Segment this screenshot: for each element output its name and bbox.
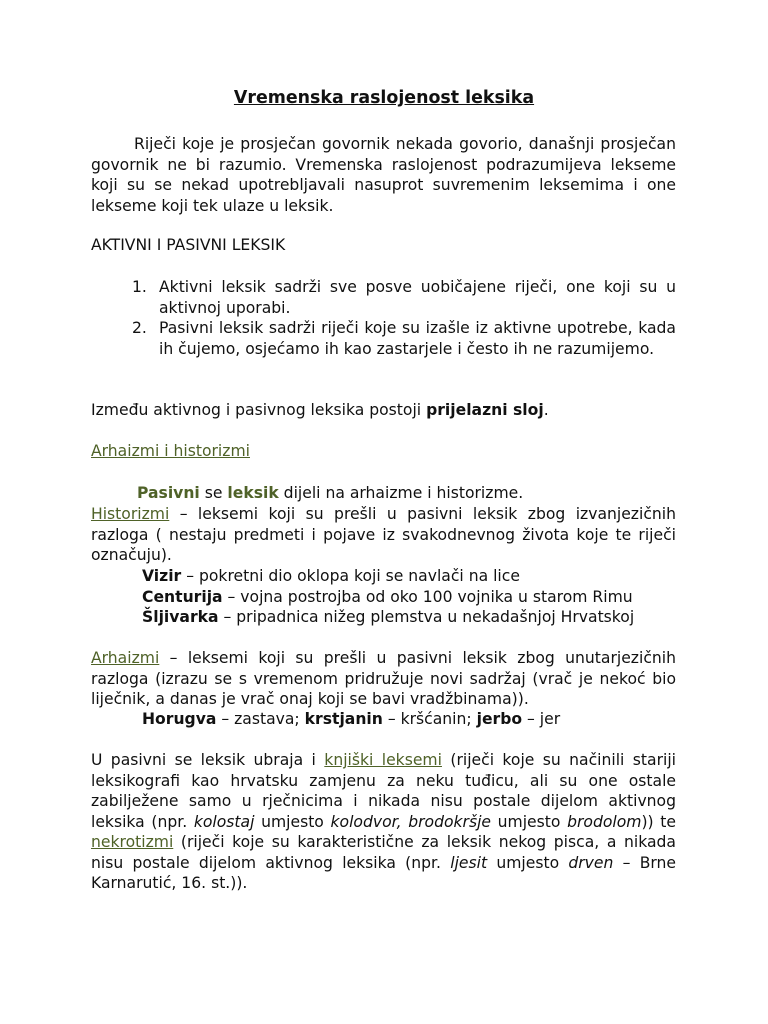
document-title: Vremenska raslojenost leksika xyxy=(233,88,535,108)
historizmi-definition: – leksemi koji su prešli u pasivni leksik zbog izvanjezičnih razloga ( nestaju predmeti i pojave iz svakodnevnog života koje te riječi označuju). xyxy=(91,505,676,564)
example-line xyxy=(142,607,682,628)
list-item-text: Pasivni leksik sadrži riječi koje su izašle iz aktivne upotrebe, kada ih čujemo, osjećamo ih kao zastarjele i često ih ne razumijemo. xyxy=(159,319,676,358)
pasivni-paragraph xyxy=(91,483,676,504)
italic-word: ljesit xyxy=(450,853,488,872)
example-definition: – kršćanin; xyxy=(382,710,477,728)
pasivni-text-end: dijeli na arhaizme i historizme. xyxy=(278,484,524,502)
numbered-list xyxy=(132,277,676,359)
historizmi-examples xyxy=(142,566,682,628)
example-line xyxy=(142,587,682,608)
transition-text: Između aktivnog i pasivnog leksika postoji xyxy=(91,401,427,419)
arhaizmi-paragraph xyxy=(91,648,676,710)
italic-word: drven xyxy=(568,853,614,872)
text-run: umjesto xyxy=(491,812,568,831)
arhaizmi-term: Arhaizmi xyxy=(91,649,160,667)
example-word: jerbo xyxy=(476,710,523,728)
example-word: Horugva xyxy=(142,710,217,728)
pasivni-text: se xyxy=(199,484,228,502)
list-item-text: Aktivni leksik sadrži sve posve uobičajene riječi, one koji su u aktivnoj uporabi. xyxy=(159,278,676,317)
example-word: Šljivarka xyxy=(142,608,219,626)
section-heading-aktivni-pasivni: AKTIVNI I PASIVNI LEKSIK xyxy=(91,236,286,254)
text-run: (riječi koje su načinili stariji leksikografi kao hrvatsku zamjenu za neku tuđicu, ali su one ostale zabilježene samo u rječnicima i nikada nisu postale dijelom aktivnog leksika (npr. xyxy=(91,751,676,831)
arhaizmi-definition: – leksemi koji su prešli u pasivni leksik zbog unutarjezičnih razloga (izrazu se s vremenom pridružuje novi sadržaj (vrač je nekoć bio liječnik, a danas je vrač onaj koji se bavi vradžbinama)). xyxy=(91,649,676,708)
transition-paragraph xyxy=(91,400,676,421)
text-run: umjesto xyxy=(487,853,569,872)
transition-end: . xyxy=(543,401,549,419)
text-run: (riječi koje su karakteristične za leksik nekog pisca, a nikada nisu postale dijelom aktivnog leksika (npr. xyxy=(91,833,676,872)
text-run: – Brne Karnarutić, 16. st.)). xyxy=(91,853,677,892)
example-word: Vizir xyxy=(142,567,182,585)
knjiski-paragraph xyxy=(91,750,676,894)
example-definition: – jer xyxy=(522,710,561,728)
example-word: krstjanin xyxy=(304,710,383,728)
nekrotizmi-term: nekrotizmi xyxy=(91,833,174,851)
section-heading-arhaizmi: Arhaizmi i historizmi xyxy=(91,442,250,460)
text-run: )) te xyxy=(641,812,676,831)
example-definition: – pripadnica nižeg plemstva u nekadašnjoj Hrvatskoj xyxy=(218,608,635,626)
example-line xyxy=(142,566,682,587)
arhaizmi-examples xyxy=(142,709,682,730)
italic-word: kolostaj xyxy=(193,812,255,831)
historizmi-term: Historizmi xyxy=(91,505,170,523)
pasivni-term: Pasivni xyxy=(137,484,200,502)
list-number: 1. xyxy=(132,278,147,296)
list-item xyxy=(132,318,676,359)
example-definition: – vojna postrojba od oko 100 vojnika u starom Rimu xyxy=(222,587,633,606)
italic-word: brodolom xyxy=(567,812,642,831)
italic-word: kolodvor, brodokršje xyxy=(330,812,491,831)
historizmi-paragraph xyxy=(91,504,676,566)
text-run: umjesto xyxy=(254,812,331,831)
list-item xyxy=(132,277,676,318)
intro-paragraph: Riječi koje je prosječan govornik nekada govorio, današnji prosječan govornik ne bi razumio. Vremenska raslojenost podrazumijeva lekseme koji su se nekad upotrebljavali nasuprot suvremenim leksemima i one lekseme koji tek ulaze u leksik. xyxy=(91,135,676,215)
leksik-term: leksik xyxy=(227,484,279,502)
list-number: 2. xyxy=(132,319,147,337)
transition-bold-term: prijelazni sloj xyxy=(426,401,544,419)
knjiski-leksemi-term: knjiški leksemi xyxy=(324,751,442,769)
example-definition: – pokretni dio oklopa koji se navlači na lice xyxy=(181,567,520,585)
example-definition: – zastava; xyxy=(216,710,305,728)
text-run: U pasivni se leksik ubraja i xyxy=(91,751,325,769)
example-word: Centurija xyxy=(142,587,223,606)
